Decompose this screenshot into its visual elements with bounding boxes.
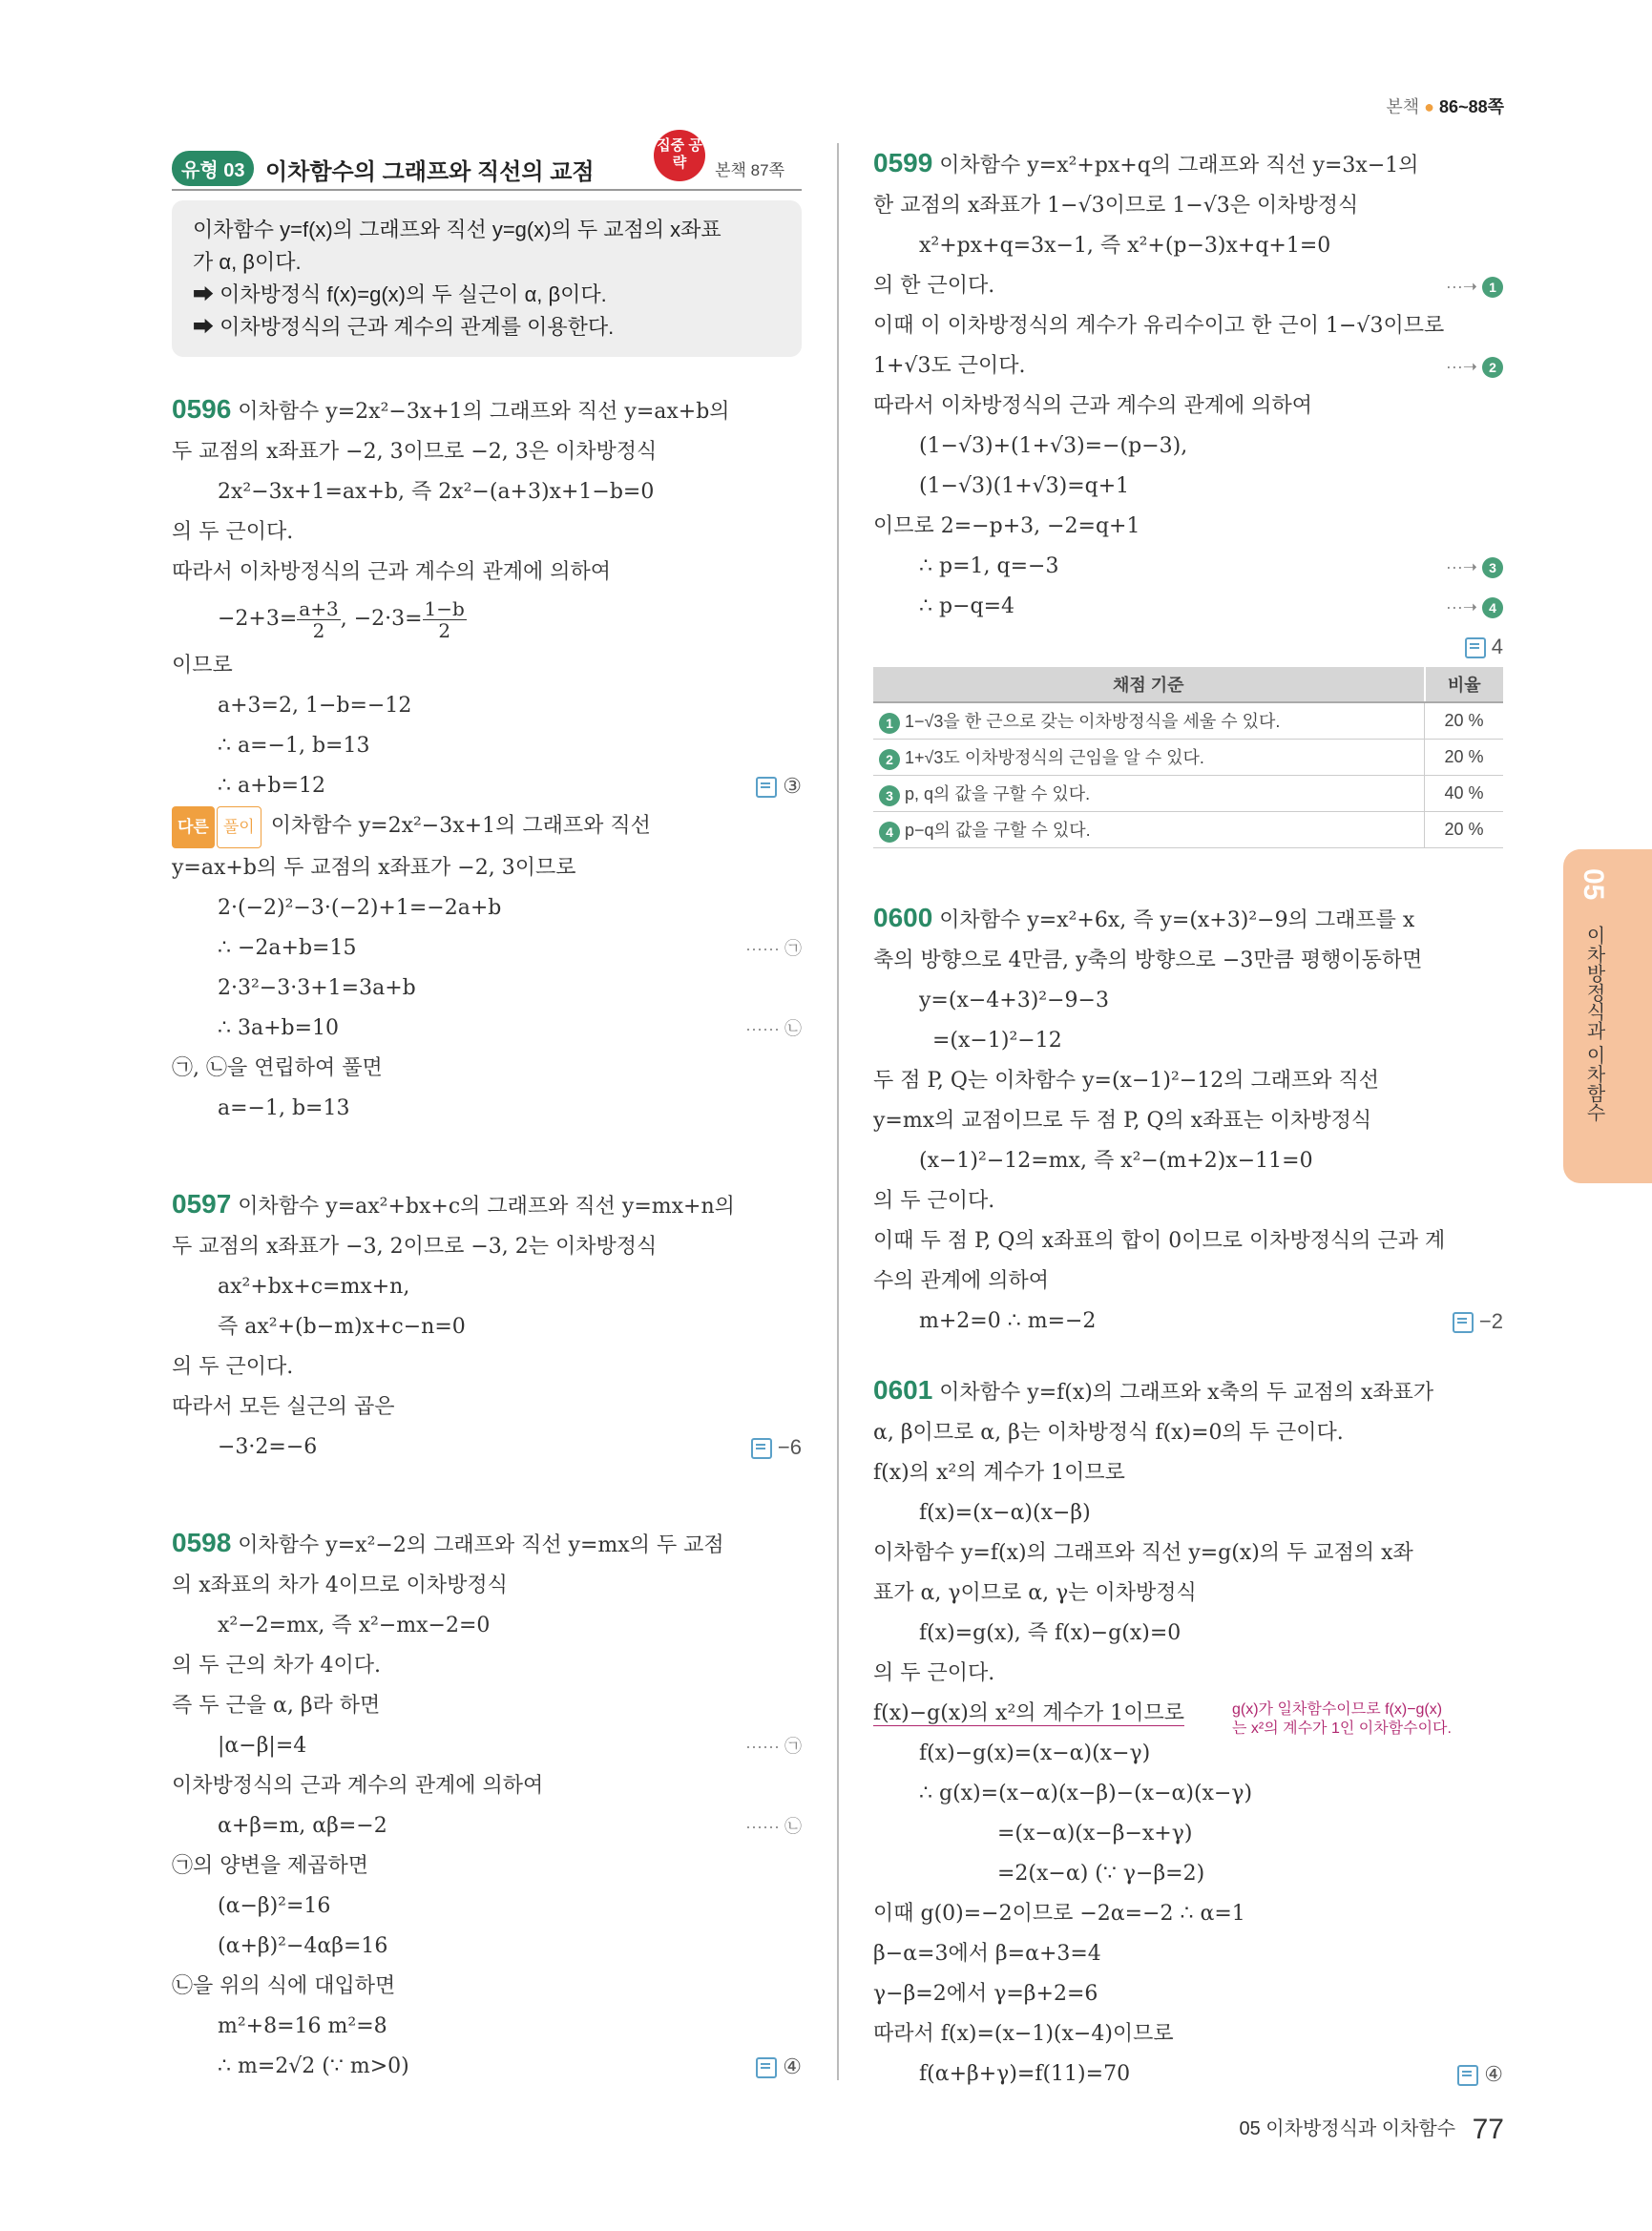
solution-line: 이차함수 y=x²+px+q의 그래프와 직선 y=3x−1의 bbox=[939, 154, 1419, 177]
equation-line: 2x²−3x+1=ax+b, 즉 2x²−(a+3)x+1−b=0 bbox=[218, 480, 655, 504]
equation-mark: ······ ㉡ bbox=[745, 1019, 802, 1038]
step-marker bbox=[1446, 547, 1503, 587]
equation-mark: ······ ㉠ bbox=[745, 939, 802, 958]
solution-line: 두 교점의 x좌표가 −2, 3이므로 −2, 3은 이차방정식 bbox=[172, 440, 658, 464]
ratio-cell: 20 % bbox=[1425, 702, 1504, 740]
equation-line: f(x)−g(x)=(x−α)(x−γ) bbox=[919, 1741, 1151, 1765]
page-number: 77 bbox=[1472, 2113, 1504, 2145]
page-footer bbox=[1240, 2113, 1505, 2146]
solution-line: α, β이므로 α, β는 이차방정식 f(x)=0의 두 근이다. bbox=[873, 1421, 1344, 1445]
table-row bbox=[873, 776, 1503, 812]
problem-number: 0601 bbox=[873, 1375, 933, 1405]
table-row bbox=[873, 740, 1503, 776]
step-marker bbox=[1446, 587, 1503, 627]
answer-icon bbox=[751, 1438, 772, 1459]
solution-line: 따라서 f(x)=(x−1)(x−4)이므로 bbox=[873, 2022, 1174, 2046]
fraction bbox=[297, 598, 340, 641]
answer-icon bbox=[756, 2057, 777, 2078]
equation-line: ax²+bx+c=mx+n, bbox=[218, 1275, 410, 1299]
solution-line: 의 두 근이다. bbox=[873, 1661, 995, 1685]
step-number: 3 bbox=[879, 785, 900, 806]
answer-icon bbox=[1457, 2065, 1478, 2086]
solution-line: 따라서 모든 실근의 곱은 bbox=[172, 1395, 395, 1419]
equation-line: 2·3²−3·3+1=3a+b bbox=[218, 976, 416, 1000]
chapter-tab-title: 이차방정식과 이차함수 bbox=[1583, 926, 1604, 1122]
answer-value: ③ bbox=[783, 774, 802, 798]
underlined-line: f(x)−g(x)의 x²의 계수가 1이므로 bbox=[873, 1701, 1185, 1725]
step-number: 1 bbox=[879, 713, 900, 734]
problem-0596 bbox=[172, 389, 802, 1129]
type-badge: 유형 03 bbox=[172, 151, 254, 186]
summary-line: 가 α, β이다. bbox=[193, 250, 302, 274]
answer bbox=[1457, 2054, 1503, 2095]
problem-number: 0600 bbox=[873, 903, 933, 932]
equation-mark: ······ ㉡ bbox=[745, 1817, 802, 1836]
equation-line: α+β=m, αβ=−2 bbox=[218, 1814, 387, 1838]
answer-value: −6 bbox=[777, 1435, 802, 1459]
answer-value: ④ bbox=[783, 2054, 802, 2078]
ratio-cell: 20 % bbox=[1425, 812, 1504, 848]
criteria-text: 1+√3도 이차방정식의 근임을 알 수 있다. bbox=[905, 748, 1204, 768]
solution-line: y=mx의 교점이므로 두 점 P, Q의 x좌표는 이차방정식 bbox=[873, 1109, 1372, 1133]
alt-solution-badge: 다른 bbox=[172, 806, 215, 848]
equation-line: f(x)=g(x), 즉 f(x)−g(x)=0 bbox=[919, 1621, 1181, 1645]
criteria-text: 1−√3을 한 근으로 갖는 이차방정식을 세울 수 있다. bbox=[905, 712, 1281, 732]
equation-line: a+3=2, 1−b=−12 bbox=[218, 694, 412, 718]
solution-line: f(x)의 x²의 계수가 1이므로 bbox=[873, 1461, 1125, 1485]
numerator: a+3 bbox=[299, 596, 339, 620]
solution-line: 의 두 근의 차가 4이다. bbox=[172, 1654, 381, 1678]
problem-0600 bbox=[873, 898, 1503, 1342]
step-number: 4 bbox=[1482, 597, 1503, 618]
solution-line: ㉠, ㉡을 연립하여 풀면 bbox=[172, 1056, 383, 1080]
answer-value: ④ bbox=[1484, 2062, 1503, 2086]
step-number: 2 bbox=[879, 749, 900, 770]
solution-line: 의 두 근이다. bbox=[172, 520, 294, 544]
answer-icon bbox=[756, 777, 777, 798]
problem-number: 0599 bbox=[873, 148, 933, 177]
equation-line: (α−β)²=16 bbox=[218, 1894, 331, 1918]
solution-line: 의 두 근이다. bbox=[873, 1189, 995, 1213]
solution-line: 이차함수 y=ax²+bx+c의 그래프와 직선 y=mx+n의 bbox=[238, 1195, 735, 1219]
solution-line: 이때 g(0)=−2이므로 −2α=−2 ∴ α=1 bbox=[873, 1902, 1245, 1926]
denominator: 2 bbox=[312, 618, 325, 642]
equation-line: ∴ a=−1, b=13 bbox=[218, 734, 370, 758]
answer bbox=[756, 2047, 802, 2087]
solution-line: 즉 두 근을 α, β라 하면 bbox=[172, 1694, 381, 1718]
problem-number: 0597 bbox=[172, 1189, 232, 1219]
table-row bbox=[873, 812, 1503, 848]
equation-line: ∴ p=1, q=−3 bbox=[919, 554, 1059, 578]
equation-line: ∴ −2a+b=15 bbox=[218, 936, 357, 960]
equation-line: f(α+β+γ)=f(11)=70 bbox=[919, 2062, 1131, 2086]
equation-line: 2·(−2)²−3·(−2)+1=−2a+b bbox=[218, 896, 502, 920]
summary-line: ➡ 이차방정식 f(x)=g(x)의 두 실근이 α, β이다. bbox=[193, 282, 607, 306]
answer bbox=[1453, 1302, 1503, 1342]
equation-part: , −2·3= bbox=[340, 607, 423, 631]
equation-line: |α−β|=4 bbox=[218, 1734, 307, 1758]
equation-line: (x−1)²−12=mx, 즉 x²−(m+2)x−11=0 bbox=[919, 1149, 1313, 1173]
table-row bbox=[873, 702, 1503, 740]
header-ref-label: 본책 bbox=[1386, 97, 1420, 116]
answer-value: −2 bbox=[1478, 1309, 1503, 1333]
ratio-cell: 40 % bbox=[1425, 776, 1504, 812]
equation-line: =(x−1)²−12 bbox=[932, 1029, 1062, 1053]
right-column bbox=[873, 143, 1503, 2095]
solution-line: 이므로 2=−p+3, −2=q+1 bbox=[873, 514, 1140, 538]
solution-line: y=ax+b의 두 교점의 x좌표가 −2, 3이므로 bbox=[172, 856, 576, 880]
solution-line: 이차함수 y=2x²−3x+1의 그래프와 직선 bbox=[270, 814, 651, 838]
step-number: 3 bbox=[1482, 557, 1503, 578]
answer bbox=[756, 766, 802, 806]
equation-line: =2(x−α) (∵ γ−β=2) bbox=[997, 1862, 1205, 1886]
equation-line: ∴ p−q=4 bbox=[919, 594, 1015, 618]
solution-line: 이차함수 y=2x²−3x+1의 그래프와 직선 y=ax+b의 bbox=[238, 400, 730, 424]
alt-solution-badge-2: 풀이 bbox=[217, 806, 261, 848]
problem-number: 0598 bbox=[172, 1528, 232, 1557]
problem-0599 bbox=[873, 143, 1503, 658]
equation-line: (α+β)²−4αβ=16 bbox=[218, 1934, 388, 1958]
header-ref-pages: 86~88쪽 bbox=[1439, 97, 1504, 116]
ratio-cell: 20 % bbox=[1425, 740, 1504, 776]
note-line: g(x)가 일차함수이므로 f(x)−g(x) bbox=[1232, 1701, 1443, 1718]
solution-line: ㉡을 위의 식에 대입하면 bbox=[172, 1974, 396, 1998]
solution-line: 이차함수 y=f(x)의 그래프와 x축의 두 교점의 x좌표가 bbox=[939, 1381, 1434, 1405]
numerator: 1−b bbox=[424, 596, 465, 620]
solution-line: 이때 두 점 P, Q의 x좌표의 합이 0이므로 이차방정식의 근과 계 bbox=[873, 1229, 1446, 1253]
grading-header-ratio: 비율 bbox=[1425, 667, 1504, 702]
chapter-tab-number: 05 bbox=[1578, 868, 1609, 901]
type-page-ref: 본책 87쪽 bbox=[715, 161, 784, 179]
answer bbox=[1465, 627, 1503, 667]
grading-table bbox=[873, 667, 1503, 848]
solution-line: 축의 방향으로 4만큼, y축의 방향으로 −3만큼 평행이동하면 bbox=[873, 949, 1423, 972]
equation-mark: ······ ㉠ bbox=[745, 1737, 802, 1756]
equation-line: y=(x−4+3)²−9−3 bbox=[919, 989, 1109, 1012]
equation-line: a=−1, b=13 bbox=[218, 1096, 350, 1120]
solution-line: 이차함수 y=x²+6x, 즉 y=(x+3)²−9의 그래프를 x bbox=[939, 908, 1415, 932]
solution-line: 수의 관계에 의하여 bbox=[873, 1269, 1050, 1293]
solution-line: 이므로 bbox=[172, 654, 233, 678]
column-divider bbox=[837, 143, 839, 2080]
footer-chapter: 05 이차방정식과 이차함수 bbox=[1239, 2118, 1456, 2139]
answer-value: 4 bbox=[1491, 635, 1503, 658]
step-arrow: ···➝ bbox=[1445, 597, 1477, 616]
solution-line: 표가 α, γ이므로 α, γ는 이차방정식 bbox=[873, 1581, 1197, 1605]
solution-line: 이차함수 y=x²−2의 그래프와 직선 y=mx의 두 교점 bbox=[238, 1533, 724, 1557]
note-line: 는 x²의 계수가 1인 이차함수이다. bbox=[1232, 1720, 1452, 1737]
solution-line: 이때 이 이차방정식의 계수가 유리수이고 한 근이 1−√3이므로 bbox=[873, 314, 1445, 338]
equation-line: m²+8=16 m²=8 bbox=[218, 2014, 387, 2038]
bullet-icon: ● bbox=[1424, 97, 1435, 116]
fraction-equation bbox=[172, 593, 802, 646]
solution-line: 의 x좌표의 차가 4이므로 이차방정식 bbox=[172, 1574, 508, 1597]
answer bbox=[751, 1428, 802, 1468]
equation-line: m+2=0 ∴ m=−2 bbox=[919, 1309, 1097, 1333]
solution-line: 따라서 이차방정식의 근과 계수의 관계에 의하여 bbox=[172, 560, 612, 584]
equation-line: f(x)=(x−α)(x−β) bbox=[919, 1501, 1091, 1525]
answer-icon bbox=[1453, 1312, 1474, 1333]
summary-line: 이차함수 y=f(x)의 그래프와 직선 y=g(x)의 두 교점의 x좌표 bbox=[193, 218, 721, 241]
solution-line: 이차함수 y=f(x)의 그래프와 직선 y=g(x)의 두 교점의 x좌 bbox=[873, 1541, 1413, 1565]
type-title: 이차함수의 그래프와 직선의 교점 bbox=[265, 159, 595, 185]
criteria-text: p−q의 값을 구할 수 있다. bbox=[905, 821, 1091, 841]
solution-line: 한 교점의 x좌표가 1−√3이므로 1−√3은 이차방정식 bbox=[873, 194, 1359, 218]
answer-icon bbox=[1465, 637, 1486, 658]
solution-line: β−α=3에서 β=α+3=4 bbox=[873, 1942, 1101, 1966]
summary-line: ➡ 이차방정식의 근과 계수의 관계를 이용한다. bbox=[193, 315, 615, 339]
left-column bbox=[172, 137, 802, 2087]
fraction bbox=[423, 598, 467, 641]
type-summary-box bbox=[172, 200, 802, 357]
step-marker bbox=[1446, 346, 1503, 386]
criteria-text: p, q의 값을 구할 수 있다. bbox=[905, 784, 1091, 804]
problem-0597 bbox=[172, 1184, 802, 1468]
equation-line: ∴ 3a+b=10 bbox=[218, 1016, 340, 1040]
solution-line: 의 두 근이다. bbox=[172, 1355, 294, 1379]
equation-line: x²+px+q=3x−1, 즉 x²+(p−3)x+q+1=0 bbox=[919, 234, 1331, 258]
equation-line: 즉 ax²+(b−m)x+c−n=0 bbox=[218, 1315, 466, 1339]
problem-0601 bbox=[873, 1370, 1503, 2095]
grading-header-criteria: 채점 기준 bbox=[873, 667, 1425, 702]
margin-note bbox=[1232, 1700, 1452, 1739]
type-header bbox=[172, 137, 802, 191]
equation-line: ∴ g(x)=(x−α)(x−β)−(x−α)(x−γ) bbox=[919, 1782, 1253, 1805]
equation-line: ∴ a+b=12 bbox=[218, 774, 326, 798]
solution-line: ㉠의 양변을 제곱하면 bbox=[172, 1854, 369, 1878]
solution-line: 두 교점의 x좌표가 −3, 2이므로 −3, 2는 이차방정식 bbox=[172, 1235, 658, 1259]
equation-line: −3·2=−6 bbox=[218, 1435, 318, 1459]
equation-part: −2+3= bbox=[218, 607, 298, 631]
solution-line: 1+√3도 근이다. bbox=[873, 354, 1026, 378]
focus-badge: 집중 공략 bbox=[654, 130, 705, 181]
equation-line: (1−√3)(1+√3)=q+1 bbox=[919, 474, 1130, 498]
step-arrow: ···➝ bbox=[1445, 277, 1477, 296]
step-number: 1 bbox=[1482, 277, 1503, 298]
solution-line: 두 점 P, Q는 이차함수 y=(x−1)²−12의 그래프와 직선 bbox=[873, 1069, 1379, 1093]
equation-line: x²−2=mx, 즉 x²−mx−2=0 bbox=[218, 1614, 491, 1637]
step-arrow: ···➝ bbox=[1445, 357, 1477, 376]
solution-line: 따라서 이차방정식의 근과 계수의 관계에 의하여 bbox=[873, 394, 1313, 418]
step-number: 2 bbox=[1482, 357, 1503, 378]
equation-line: =(x−α)(x−β−x+γ) bbox=[997, 1822, 1193, 1845]
solution-line: 이차방정식의 근과 계수의 관계에 의하여 bbox=[172, 1774, 544, 1798]
solution-line: γ−β=2에서 γ=β+2=6 bbox=[873, 1982, 1098, 2006]
step-marker bbox=[1446, 266, 1503, 306]
step-arrow: ···➝ bbox=[1445, 557, 1477, 576]
solution-line: 의 한 근이다. bbox=[873, 274, 995, 298]
equation-line: ∴ m=2√2 (∵ m>0) bbox=[218, 2054, 409, 2078]
denominator: 2 bbox=[438, 618, 451, 642]
step-number: 4 bbox=[879, 822, 900, 843]
problem-number: 0596 bbox=[172, 394, 232, 424]
problem-0598 bbox=[172, 1523, 802, 2087]
header-page-reference bbox=[1386, 94, 1504, 118]
equation-line: (1−√3)+(1+√3)=−(p−3), bbox=[919, 434, 1188, 458]
